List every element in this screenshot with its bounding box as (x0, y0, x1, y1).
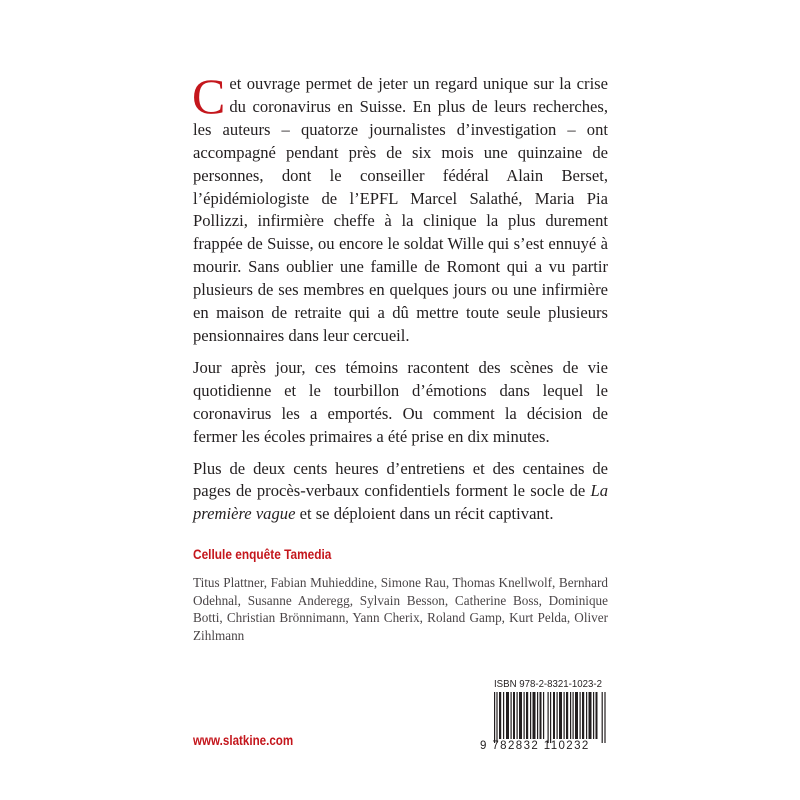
blurb-paragraph-3-start: Plus de deux cents heures d’entretiens et des centaines de pages de procès-verbaux confidentiels forment le socle de (193, 458, 608, 501)
blurb-paragraph-3 (193, 458, 608, 527)
authors-heading: Cellule enquête Tamedia (193, 547, 332, 562)
blurb-paragraph-2: Jour après jour, ces témoins racontent des scènes de vie quotidienne et le tourbillon d’émotions dans lequel le coronavirus les a emportés. Ou comment la décision de fermer les écoles primaires a été prise en dix minutes. (193, 357, 608, 446)
isbn-label: ISBN 978-2-8321-1023-2 (494, 678, 602, 690)
blurb-paragraph-1-text: et ouvrage permet de jeter un regard unique sur la crise du coronavirus en Suisse. En plus de leurs recherches, les auteurs – quatorze journalistes d’investigation – ont accompagné pendant près de six mois une quinzaine de personnes, dont le conseiller fédéral Alain Berset, l’épidémiologiste de l’EPFL Marcel Salathé, Maria Pia Pollizzi, infirmière cheffe à la clinique la plus durement frappée de Suisse, ou encore le soldat Wille qui s’est ennuyé à mourir. Sans oublier une famille de Romont qui a vu partir plusieurs de ses membres en quelques jours ou une infirmière en maison de retraite qui a dû mettre toute seule plusieurs pensionnaires dans leur cercueil. (193, 74, 608, 345)
isbn-barcode (480, 678, 610, 758)
barcode-digits: 9 782832 110232 (480, 740, 590, 752)
drop-cap: C (192, 68, 226, 124)
authors-list: Titus Plattner, Fabian Muhieddine, Simone Rau, Thomas Knellwolf, Bernhard Odehnal, Susanne Anderegg, Sylvain Besson, Catherine Boss, Dominique Botti, Christian Brönnimann, Yann Cherix, Roland Gamp, Kurt Pelda, Oliver Zihlmann (193, 575, 608, 643)
barcode-icon (494, 692, 606, 743)
blurb-text (192, 68, 608, 535)
publisher-website-link[interactable]: www.slatkine.com (193, 733, 294, 748)
book-title-italic: La première vague (193, 481, 608, 524)
blurb-paragraph-1 (192, 68, 608, 348)
blurb-paragraph-3-end: et se déploient dans un récit captivant. (295, 504, 554, 524)
